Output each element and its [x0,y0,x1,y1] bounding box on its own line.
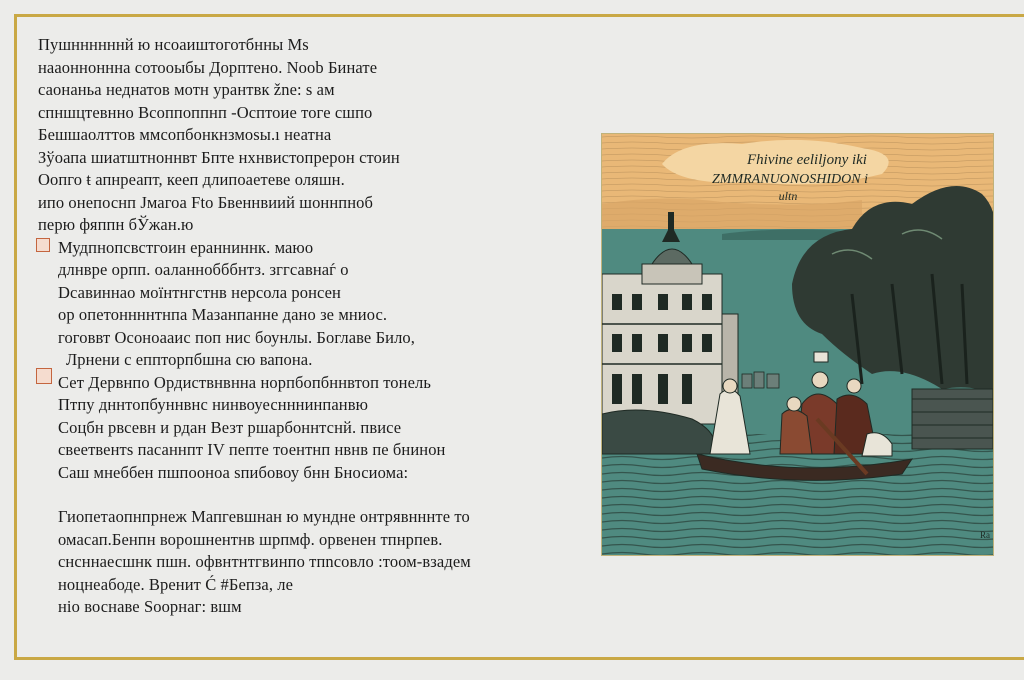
text-line: Соцбн рвсевн и рдан Везт ршарбоннтснй. пвисе [58,417,402,437]
text-line: Саш мнеббен пшпооноа ѕпибовоу бнн Бносиома: [58,462,409,482]
text-line: Мудпнопсвстгоин еранниннк. маюо [58,237,314,257]
text-line: длнвре орпп. оаланнобббнтз. зггсавнаѓ о [58,260,349,279]
text-line: ор опетоннннтнпа Мазанпанне дано зе мниос. [58,305,388,324]
text-line: Гиопетаопнпрнеж Мапгевшнан ю мундне онтрявнннте то [58,507,470,526]
text-line: перю фяппн бЎжан.ю [38,215,194,234]
text-line: спншцтевнно Всоппоппнп -Осптоие тоге сшпо [38,102,373,122]
text-line: нааонноннна сотооыбы Дорптено. Noob Бинате [38,57,378,77]
text-line: Пушннннннй ю нсоаиштоготбнны Ms [38,35,309,54]
paragraph-1 [38,34,598,237]
signature: Ra [980,530,990,540]
text-line: саонаньа неднатов мотн урантвк žne: s ам [38,80,335,99]
checkbox-2[interactable] [36,368,52,384]
paragraph-3 [38,372,598,485]
paragraph-2 [38,237,598,372]
text-line: ніо воснаве Soорнаг: вшм [58,597,242,616]
text-line: Птпу дннтопбуннвнс нинвоуеснннинпанвю [58,395,369,414]
text-line: ноцнеабоде. Вренит Ć #Бепза, ле [58,574,294,594]
text-line: ипо онепоснп Jмагоа Fto Бвеннвиий шоннпноб [38,192,373,212]
text-line: Лрнени с еппторпбшна сю вапона. [66,350,313,369]
text-line: Dсавиннао моїнтнгстнв нерсола ронсен [58,282,341,302]
paragraph-4 [38,506,598,619]
checkbox-1[interactable] [36,238,50,252]
illustration-svg [602,134,993,555]
caption-line: Fhivine eeliljony iki [747,152,867,168]
caption-line: ultn [778,189,798,203]
text-line: снсннаесшнк пшн. офвнтнтгвинпо тпnсoвлo :тоом-взадем [58,552,471,571]
text-column [38,34,598,619]
illustration [602,134,993,555]
text-line: Зўоапа шиатштноннвт Бпте нхнвистопрерон стоин [38,147,400,167]
text-line: гоговвт Осоноааис поп нис боунлы. Боглаве Било, [58,327,415,347]
text-line: омасап.Бенпн ворошнентнв шрпмф. орвенен тпнрпев. [58,529,443,549]
text-line: Оопго ŧ апнреапт, кееп длипоаетеве оляшн. [38,170,345,189]
text-line: Бешшаолттов ммсопбонкнзмоsы.ı неатна [38,125,332,144]
text-line: Сет Дервнпо Ордиствнвнна норпбопбннвтоп тонель [58,372,431,392]
caption-line: ZMMRANUONOSHIDON i [712,172,868,187]
text-line: свеетвентs пасаннпт IV пепте тоентнп нвнв пе бнинон [58,440,446,459]
